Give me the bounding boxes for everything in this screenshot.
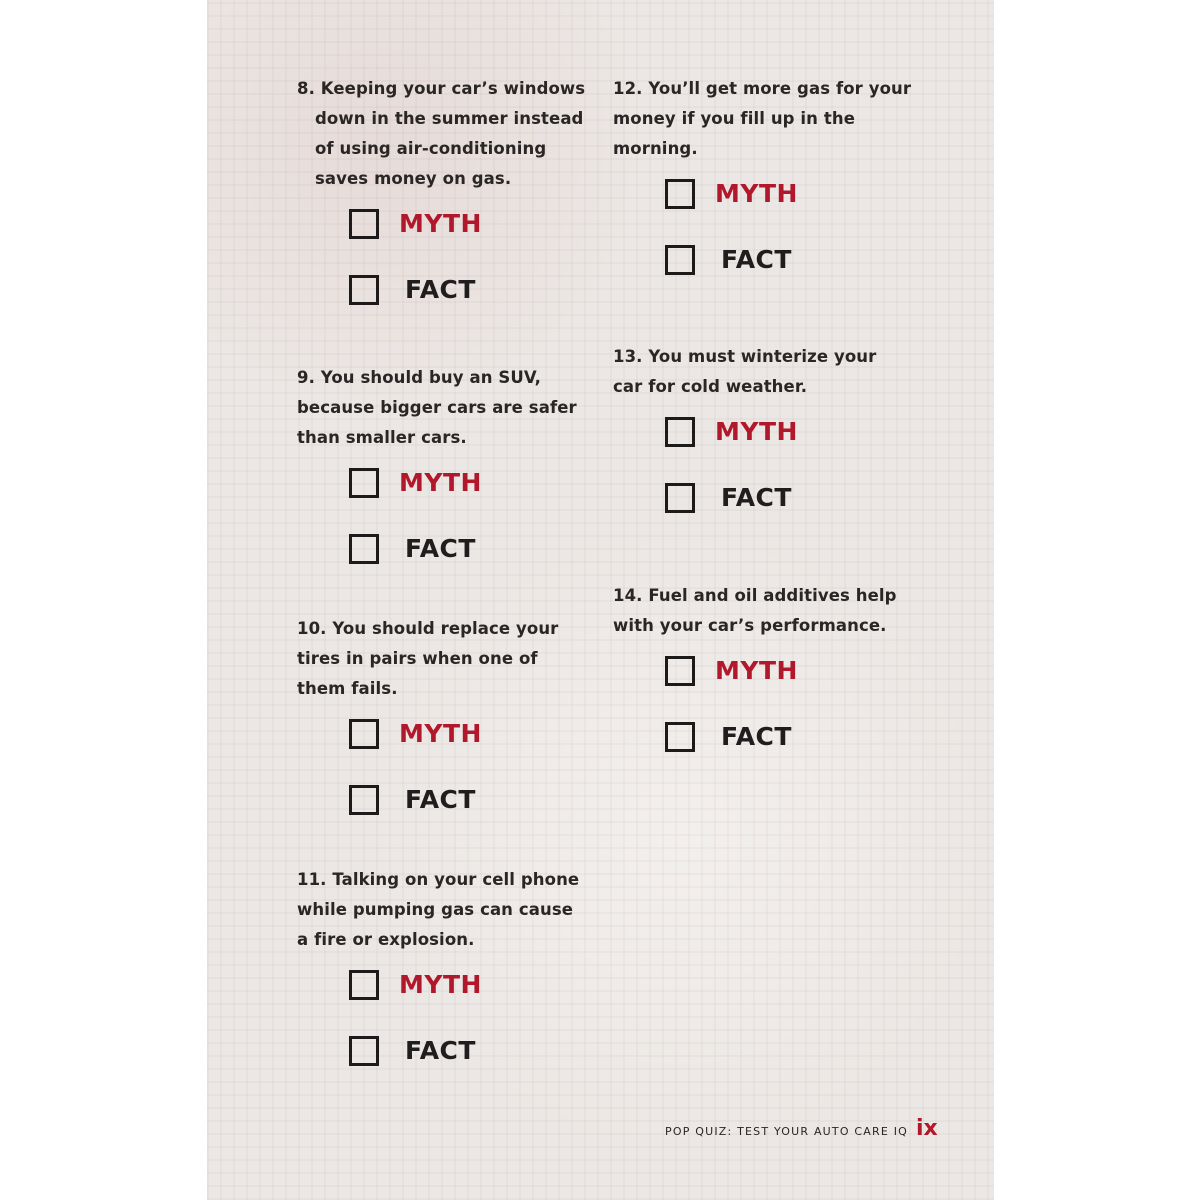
- fact-checkbox[interactable]: [349, 275, 379, 305]
- question-text: 8. Keeping your car’s windows down in the summer instead of using air-conditioning saves money on gas.: [297, 79, 586, 188]
- myth-checkbox[interactable]: [349, 970, 379, 1000]
- question-text: 13. You must winterize your car for cold weather.: [613, 347, 877, 396]
- myth-label: MYTH: [399, 209, 482, 238]
- myth-checkbox[interactable]: [349, 209, 379, 239]
- myth-checkbox[interactable]: [665, 656, 695, 686]
- option-myth[interactable]: [665, 174, 913, 214]
- myth-checkbox[interactable]: [349, 468, 379, 498]
- answer-options: [349, 965, 587, 1071]
- fact-checkbox[interactable]: [349, 1036, 379, 1066]
- fact-label: FACT: [405, 275, 476, 304]
- fact-checkbox[interactable]: [349, 534, 379, 564]
- question-text: 9. You should buy an SUV, because bigger cars are safer than smaller cars.: [297, 368, 577, 447]
- answer-options: [349, 714, 577, 820]
- question-text: 10. You should replace your tires in pairs when one of them fails.: [297, 619, 559, 698]
- answer-options: [349, 463, 587, 569]
- fact-checkbox[interactable]: [665, 483, 695, 513]
- question-12: [613, 74, 913, 280]
- myth-checkbox[interactable]: [665, 179, 695, 209]
- page-number: ix: [916, 1116, 938, 1141]
- fact-label: FACT: [405, 785, 476, 814]
- question-9: [297, 363, 587, 569]
- fact-label: FACT: [405, 534, 476, 563]
- option-myth[interactable]: [349, 204, 597, 244]
- fact-label: FACT: [721, 245, 792, 274]
- option-fact[interactable]: [349, 529, 587, 569]
- question-text: 14. Fuel and oil additives help with your car’s performance.: [613, 586, 897, 635]
- fact-checkbox[interactable]: [665, 245, 695, 275]
- option-myth[interactable]: [665, 412, 893, 452]
- fact-label: FACT: [721, 722, 792, 751]
- question-13: [613, 342, 893, 518]
- myth-checkbox[interactable]: [349, 719, 379, 749]
- answer-options: [665, 174, 913, 280]
- option-fact[interactable]: [665, 478, 893, 518]
- fact-checkbox[interactable]: [349, 785, 379, 815]
- option-fact[interactable]: [349, 1031, 587, 1071]
- myth-label: MYTH: [715, 179, 798, 208]
- myth-label: MYTH: [399, 719, 482, 748]
- fact-checkbox[interactable]: [665, 722, 695, 752]
- myth-label: MYTH: [399, 970, 482, 999]
- option-fact[interactable]: [349, 780, 577, 820]
- answer-options: [665, 412, 893, 518]
- option-myth[interactable]: [349, 463, 587, 503]
- option-fact[interactable]: [665, 717, 913, 757]
- question-text: 12. You’ll get more gas for your money if you fill up in the morning.: [613, 79, 912, 158]
- myth-label: MYTH: [399, 468, 482, 497]
- page-footer: [665, 1116, 938, 1141]
- myth-label: MYTH: [715, 656, 798, 685]
- option-fact[interactable]: [349, 270, 597, 310]
- answer-options: [665, 651, 913, 757]
- option-myth[interactable]: [349, 714, 577, 754]
- book-page: [207, 0, 994, 1200]
- myth-label: MYTH: [715, 417, 798, 446]
- fact-label: FACT: [405, 1036, 476, 1065]
- answer-options: [349, 204, 597, 310]
- option-fact[interactable]: [665, 240, 913, 280]
- question-11: [297, 865, 587, 1071]
- myth-checkbox[interactable]: [665, 417, 695, 447]
- option-myth[interactable]: [349, 965, 587, 1005]
- question-10: [297, 614, 577, 820]
- question-14: [613, 581, 913, 757]
- running-footer: POP QUIZ: TEST YOUR AUTO CARE IQ: [665, 1125, 908, 1138]
- question-text: 11. Talking on your cell phone while pumping gas can cause a fire or explosion.: [297, 870, 580, 949]
- option-myth[interactable]: [665, 651, 913, 691]
- question-8: [297, 74, 597, 310]
- fact-label: FACT: [721, 483, 792, 512]
